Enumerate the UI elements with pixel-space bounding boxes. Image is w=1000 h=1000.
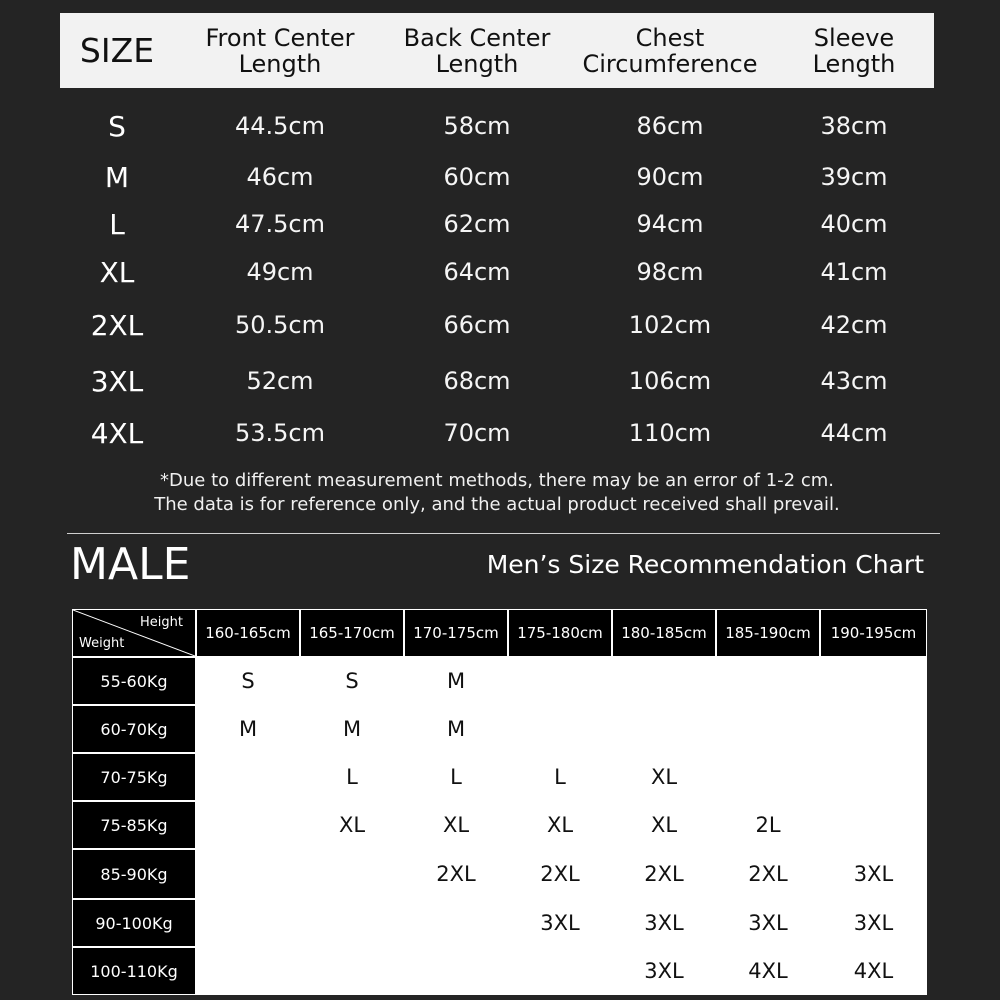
recommended-size-cell: M [405, 706, 507, 752]
recommended-size-cell [197, 948, 299, 994]
measurement-value: 58cm [443, 112, 511, 140]
measurement-value: 66cm [443, 311, 511, 339]
measurement-value: 47.5cm [234, 210, 325, 238]
recommended-size-cell: 3XL [717, 900, 819, 946]
recommended-size-cell [405, 900, 507, 946]
chart-title: Men’s Size Recommendation Chart [486, 550, 924, 579]
recommended-size-cell: M [197, 706, 299, 752]
recommended-size-cell [821, 754, 926, 800]
recommended-size-cell: 4XL [821, 948, 926, 994]
size-label: 2XL [90, 308, 144, 342]
measurement-value: 44.5cm [234, 112, 325, 140]
measurement-value: 53.5cm [234, 419, 325, 447]
recommended-size-cell [717, 658, 819, 704]
measurement-value: 70cm [443, 419, 511, 447]
size-table-row [60, 106, 934, 146]
measurement-value: 44cm [820, 419, 888, 447]
recommended-size-cell [509, 948, 611, 994]
measurement-value: 106cm [628, 367, 712, 395]
measurement-value: 52cm [246, 367, 314, 395]
height-column-header: 170-175cm [405, 610, 507, 656]
size-label: XL [99, 255, 135, 289]
size-table-row [60, 157, 934, 197]
size-table-header-cell: Sleeve Length [812, 23, 896, 78]
height-axis-label: Height [140, 615, 183, 630]
recommended-size-cell [821, 706, 926, 752]
measurement-value: 86cm [636, 112, 704, 140]
recommended-size-cell [197, 850, 299, 898]
recommended-size-cell: 4XL [717, 948, 819, 994]
height-column-header: 180-185cm [613, 610, 715, 656]
size-table-header [60, 13, 934, 88]
recommended-size-cell [197, 754, 299, 800]
weight-row-header: 60-70Kg [73, 706, 195, 752]
grid-corner-header [73, 610, 195, 656]
measurement-value: 90cm [636, 163, 704, 191]
height-column-header: 165-170cm [301, 610, 403, 656]
measurement-value: 110cm [628, 419, 712, 447]
recommended-size-cell: 2L [717, 802, 819, 848]
measurement-value: 98cm [636, 258, 704, 286]
weight-row-header: 90-100Kg [73, 900, 195, 946]
measurement-value: 39cm [820, 163, 888, 191]
size-table-header-cell: Chest Circumference [582, 23, 758, 78]
recommended-size-cell: 2XL [405, 850, 507, 898]
recommended-size-cell [301, 850, 403, 898]
size-table-header-cell: Front Center Length [205, 23, 355, 78]
recommended-size-cell: 2XL [717, 850, 819, 898]
recommended-size-cell: 3XL [821, 900, 926, 946]
recommended-size-cell: XL [405, 802, 507, 848]
measurement-value: 43cm [820, 367, 888, 395]
size-table-row [60, 361, 934, 401]
recommended-size-cell: 3XL [509, 900, 611, 946]
size-table-row [60, 252, 934, 292]
weight-row-header: 85-90Kg [73, 850, 195, 898]
size-table-row [60, 413, 934, 453]
weight-row-header: 100-110Kg [73, 948, 195, 994]
recommended-size-cell: 3XL [821, 850, 926, 898]
measurement-value: 64cm [443, 258, 511, 286]
recommended-size-cell: 3XL [613, 948, 715, 994]
recommended-size-cell: 2XL [509, 850, 611, 898]
measurement-value: 50.5cm [234, 311, 325, 339]
weight-row-header: 55-60Kg [73, 658, 195, 704]
measurement-value: 49cm [246, 258, 314, 286]
weight-axis-label: Weight [79, 636, 125, 651]
measurement-value: 102cm [628, 311, 712, 339]
size-table-row [60, 204, 934, 244]
recommended-size-cell [717, 754, 819, 800]
height-column-header: 190-195cm [821, 610, 926, 656]
size-table-row [60, 305, 934, 345]
recommended-size-cell [197, 900, 299, 946]
recommended-size-cell: M [301, 706, 403, 752]
measurement-value: 94cm [636, 210, 704, 238]
recommended-size-cell [509, 706, 611, 752]
recommended-size-cell: L [509, 754, 611, 800]
recommended-size-cell: XL [301, 802, 403, 848]
measurement-value: 41cm [820, 258, 888, 286]
recommended-size-cell: XL [613, 802, 715, 848]
height-column-header: 185-190cm [717, 610, 819, 656]
recommended-size-cell: XL [509, 802, 611, 848]
size-label: L [109, 207, 125, 241]
recommended-size-cell [821, 658, 926, 704]
section-divider [67, 533, 940, 534]
recommended-size-cell [613, 706, 715, 752]
height-column-header: 175-180cm [509, 610, 611, 656]
measurement-value: 68cm [443, 367, 511, 395]
measurement-value: 42cm [820, 311, 888, 339]
size-label: M [104, 160, 130, 194]
recommended-size-cell: 2XL [613, 850, 715, 898]
measurement-value: 38cm [820, 112, 888, 140]
height-column-header: 160-165cm [197, 610, 299, 656]
recommended-size-cell [301, 900, 403, 946]
recommended-size-cell [821, 802, 926, 848]
recommended-size-cell [509, 658, 611, 704]
size-label: 3XL [90, 364, 144, 398]
measurement-value: 46cm [246, 163, 314, 191]
recommended-size-cell [405, 948, 507, 994]
disclaimer-line-1: *Due to different measurement methods, there may be an error of 1-2 cm. [160, 470, 834, 491]
disclaimer-line-2: The data is for reference only, and the actual product received shall prevail. [154, 494, 840, 515]
recommended-size-cell: M [405, 658, 507, 704]
measurement-value: 60cm [443, 163, 511, 191]
size-table-header-cell: SIZE [79, 30, 155, 70]
measurement-value: 62cm [443, 210, 511, 238]
size-label: S [108, 109, 126, 143]
weight-row-header: 75-85Kg [73, 802, 195, 848]
recommended-size-cell: L [405, 754, 507, 800]
recommended-size-cell: S [197, 658, 299, 704]
section-title: MALE [70, 539, 191, 590]
recommended-size-cell: 3XL [613, 900, 715, 946]
recommended-size-cell: S [301, 658, 403, 704]
recommended-size-cell [717, 706, 819, 752]
weight-row-header: 70-75Kg [73, 754, 195, 800]
recommended-size-cell: XL [613, 754, 715, 800]
recommended-size-cell: L [301, 754, 403, 800]
size-label: 4XL [90, 416, 144, 450]
size-recommendation-grid [72, 609, 927, 995]
measurement-value: 40cm [820, 210, 888, 238]
size-table-header-cell: Back Center Length [403, 23, 551, 78]
recommended-size-cell [613, 658, 715, 704]
recommended-size-cell [197, 802, 299, 848]
recommended-size-cell [301, 948, 403, 994]
